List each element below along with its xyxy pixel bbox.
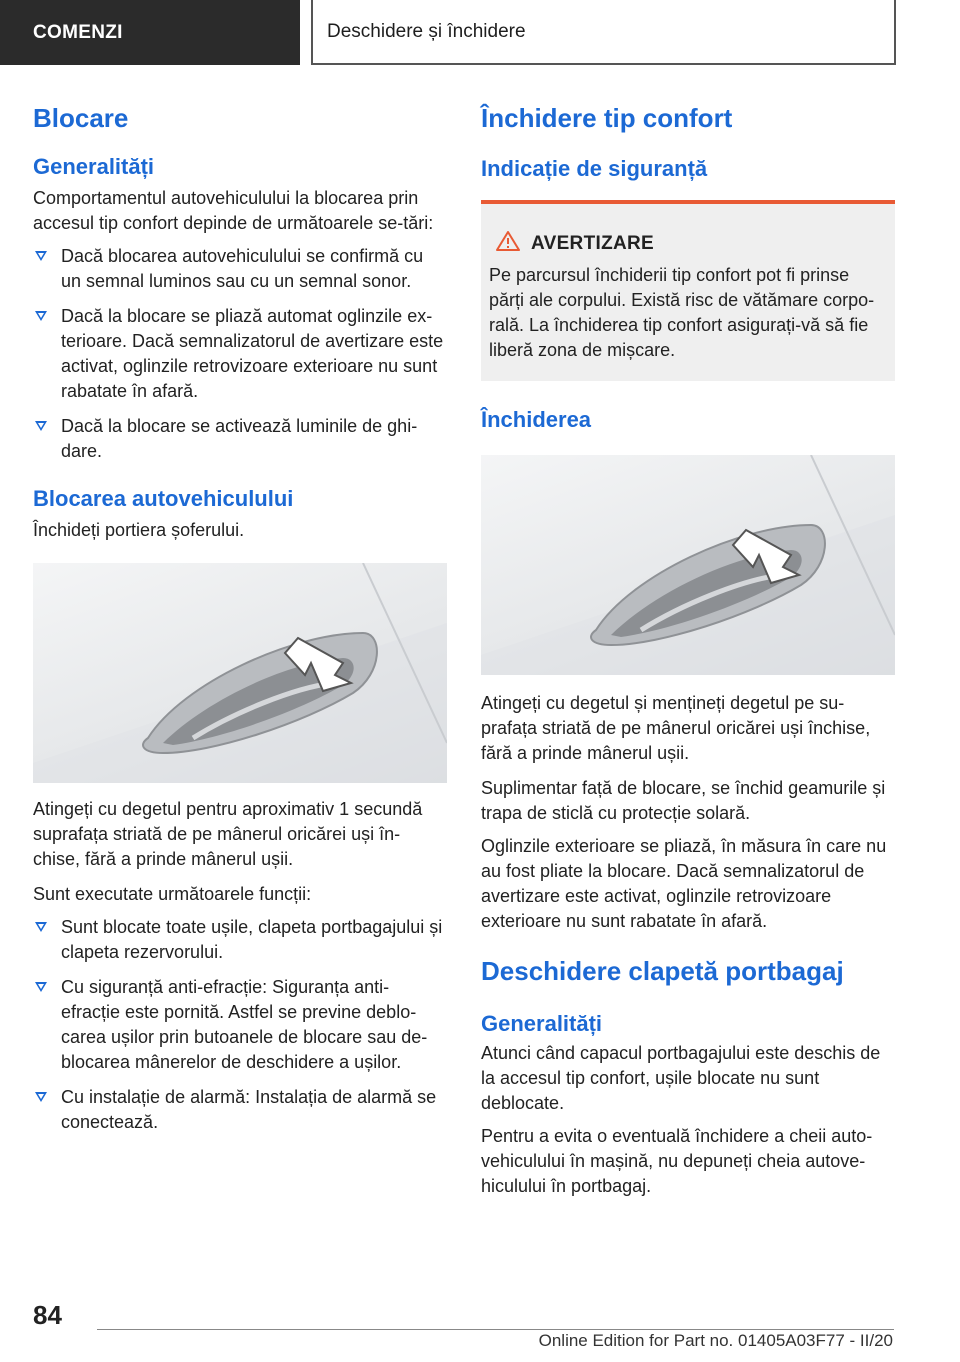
footer-divider: [97, 1329, 894, 1330]
key-warning-paragraph: Pentru a evita o eventuală închidere a cheii auto-vehiculului în mașină, nu depuneți cheia autove-hiculului în portbagaj.: [481, 1126, 873, 1196]
bullet-triangle-icon: [35, 1092, 47, 1102]
windows-paragraph: Suplimentar față de blocare, se închid geamurile și trapa de sticlă cu protecție solară.: [481, 778, 886, 823]
close-door-paragraph: Închideți portiera șoferului.: [33, 520, 245, 540]
left-column: [33, 95, 447, 1145]
bullet-triangle-icon: [35, 421, 47, 431]
heading-inchiderea: Închiderea: [481, 407, 592, 432]
section-tab-label: COMENZI: [33, 21, 123, 43]
warning-box: [481, 200, 895, 381]
settings-list: [33, 244, 447, 464]
door-handle-image: [481, 455, 895, 675]
list-item: Cu siguranță anti-efracție: Siguranța anti-efracție este pornită. Astfel se previne deblo-carea ușilor prin butoanele de blocare sau de-blocarea mânerelor de deschidere a ușilor.: [33, 975, 447, 1075]
functions-list: [33, 915, 447, 1135]
right-column: [481, 95, 895, 1199]
edition-footer: Online Edition for Part no. 01405A03F77 - II/20: [538, 1331, 893, 1350]
functions-intro: Sunt executate următoarele funcții:: [33, 884, 312, 904]
chapter-header: [311, 0, 896, 65]
bullet-triangle-icon: [35, 251, 47, 261]
warning-text: Pe parcursul închiderii tip confort pot fi prinse părți ale corpului. Există risc de vătămare corpo-rală. La închiderea tip confort asigurați-vă să fie liberă zona de mișcare.: [489, 265, 875, 360]
heading-inchidere-confort: Închidere tip confort: [481, 103, 733, 133]
list-item: Dacă la blocare se activează luminile de ghi-dare.: [33, 414, 447, 464]
door-handle-image: [33, 563, 447, 783]
bullet-triangle-icon: [35, 311, 47, 321]
mirrors-paragraph: Oglinzile exterioare se pliază, în măsura în care nu au fost pliate la blocare. Dacă semnalizatorul de avertizare este activat, oglinzile retrovizoare exterioare nu sunt rabatate în afară.: [481, 836, 887, 931]
section-tab: [0, 0, 300, 65]
bullet-triangle-icon: [35, 982, 47, 992]
trunk-paragraph: Atunci când capacul portbagajului este deschis de la accesul tip confort, ușile blocate nu sunt deblocate.: [481, 1043, 881, 1113]
intro-paragraph: Comportamentul autovehiculului la blocarea prin accesul tip confort depinde de următoarele se-tări:: [33, 188, 434, 233]
chapter-title: Deschidere și închidere: [327, 20, 526, 42]
page-number: 84: [33, 1300, 62, 1330]
list-item: Sunt blocate toate ușile, clapeta portbagajului și clapeta rezervorului.: [33, 915, 447, 965]
heading-generalitati-2: Generalități: [481, 1011, 603, 1036]
heading-blocarea-autovehiculului: Blocarea autovehiculului: [33, 486, 294, 511]
heading-indicatie-siguranta: Indicație de siguranță: [481, 156, 708, 181]
list-item: Dacă la blocare se pliază automat oglinzile ex-terioare. Dacă semnalizatorul de avertizare este activat, oglinzile retrovizoare exterioare nu sunt rabatate în afară.: [33, 304, 447, 404]
warning-title: AVERTIZARE: [531, 232, 654, 254]
bullet-triangle-icon: [35, 922, 47, 932]
touch-hold-instruction: Atingeți cu degetul și mențineți degetul pe su-prafața striată de pe mânerul oricărei uși închise, fără a prinde mânerul ușii.: [481, 693, 871, 763]
heading-blocare: Blocare: [33, 103, 129, 133]
heading-deschidere-portbagaj: Deschidere clapetă portbagaj: [481, 956, 844, 986]
list-item: Dacă blocarea autovehiculului se confirmă cu un semnal luminos sau cu un semnal sonor.: [33, 244, 447, 294]
warning-triangle-icon: [495, 230, 521, 257]
list-item: Cu instalație de alarmă: Instalația de alarmă se conectează.: [33, 1085, 447, 1135]
heading-generalitati: Generalități: [33, 154, 155, 179]
warning-header: [495, 230, 887, 257]
touch-instruction: Atingeți cu degetul pentru aproximativ 1 secundă suprafața striată de pe mânerul oricărei uși în-chise, fără a prinde mânerul ușii.: [33, 799, 423, 869]
